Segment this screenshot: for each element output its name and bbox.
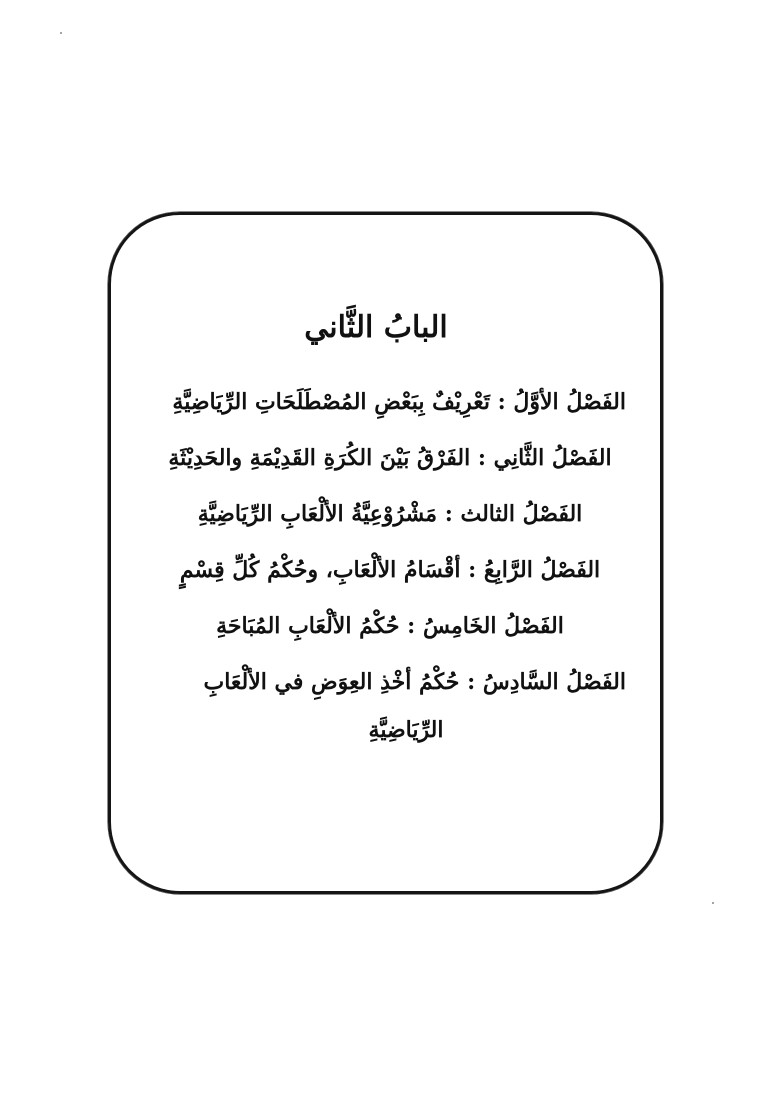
chapter-6-continuation: الرِّيَاضِيَّةِ	[368, 717, 444, 743]
chapter-1: الفَصْلُ الأوَّلُ : تَعْرِيْفٌ بِبَعْضِ المُصْطَلَحَاتِ الرِّيَاضِيَّةِ	[172, 389, 626, 415]
chapter-3: الفَصْلُ الثالث : مَشْرُوْعِيَّةُ الألْعَابِ الرِّيَاضِيَّةِ	[197, 501, 583, 527]
chapter-list	[120, 300, 632, 750]
chapter-5: الفَصْلُ الخَامِسُ : حُكْمُ الألْعَابِ المُبَاحَةِ	[216, 613, 564, 639]
chapter-2: الفَصْلُ الثَّانِي : الفَرْقُ بَيْنَ الكُرَةِ القَدِيْمَةِ والحَدِيْثَةِ	[168, 445, 612, 471]
scan-speck	[60, 32, 62, 34]
section-title: البابُ الثَّاني	[304, 310, 448, 345]
chapter-4: الفَصْلُ الرَّابِعُ : أقْسَامُ الألْعَابِ، وحُكْمُ كُلِّ قِسْمٍ	[179, 557, 601, 583]
scan-speck	[712, 902, 714, 904]
chapter-6: الفَصْلُ السَّادِسُ : حُكْمُ أخْذِ العِوَضِ في الألْعَابِ	[203, 669, 626, 695]
